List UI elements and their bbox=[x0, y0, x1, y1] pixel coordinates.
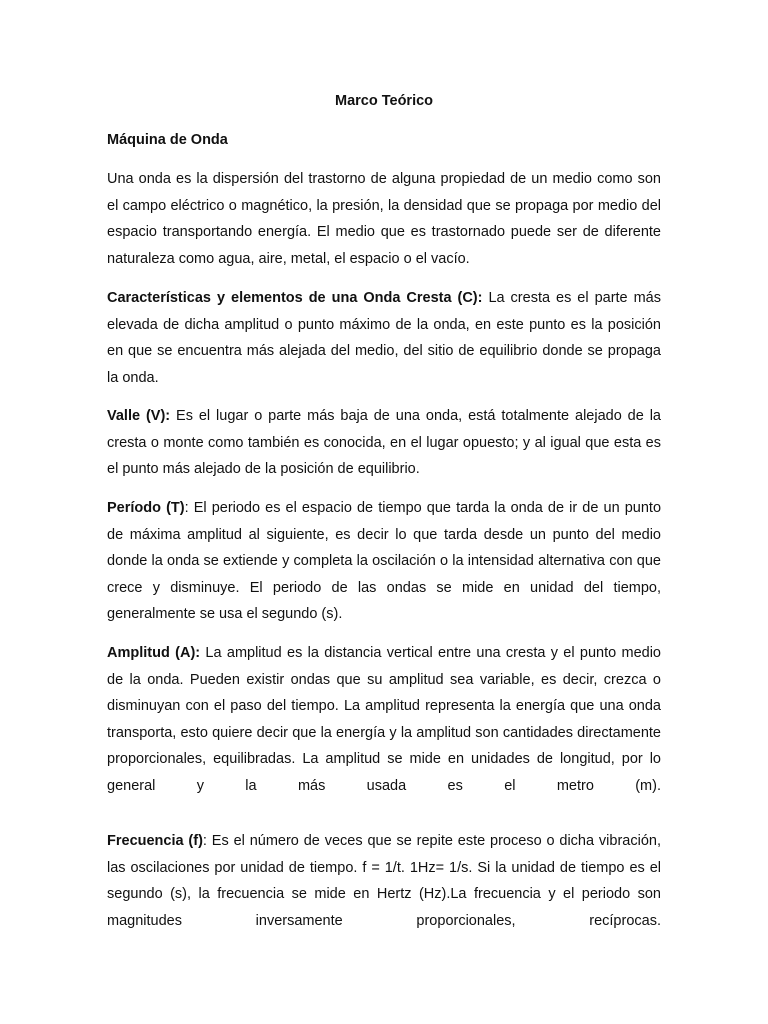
intro-paragraph: Una onda es la dispersión del trastorno de alguna propiedad de un medio como son el campo eléctrico o magnético, la presión, la densidad que se propaga por medio del espacio transportando energía. El medio que es trastornado puede ser de diferente naturaleza como agua, aire, metal, el espacio o el vacío. bbox=[107, 171, 661, 267]
section-heading: Máquina de Onda bbox=[107, 132, 228, 148]
page-title: Marco Teórico bbox=[334, 93, 434, 109]
amplitud-paragraph bbox=[107, 640, 661, 800]
amplitud-term: Amplitud (A): bbox=[107, 645, 201, 661]
cresta-text: La cresta es el parte más elevada de dicha amplitud o punto máximo de la onda, en este punto es la posición en que se encuentra más alejada del medio, del sitio de equilibrio donde se propaga la onda. bbox=[107, 290, 661, 386]
frecuencia-term: Frecuencia (f) bbox=[107, 833, 203, 849]
valle-term: Valle (V): bbox=[107, 408, 171, 424]
periodo-paragraph bbox=[107, 495, 661, 628]
frecuencia-paragraph bbox=[107, 828, 661, 934]
frecuencia-text: : Es el número de veces que se repite este proceso o dicha vibración, las oscilaciones por unidad de tiempo. f = 1/t. 1Hz= 1/s. Si la unidad de tiempo es el segundo (s), la frecuencia se mide en Hertz (Hz).La frecuencia y el periodo son magnitudes inversamente proporcionales, recíprocas. bbox=[107, 833, 661, 929]
valle-paragraph bbox=[107, 403, 661, 483]
periodo-text: : El periodo es el espacio de tiempo que tarda la onda de ir de un punto de máxima amplitud al siguiente, es decir lo que tarda desde un punto del medio donde la onda se extiende y completa la oscilación o la intensidad alternativa con que crece y disminuye. El periodo de las ondas se mide en unidad del tiempo, generalmente se usa el segundo (s). bbox=[107, 500, 662, 623]
cresta-paragraph bbox=[107, 285, 661, 391]
periodo-term: Período (T) bbox=[107, 500, 185, 516]
valle-text: Es el lugar o parte más baja de una onda, está totalmente alejado de la cresta o monte como también es conocida, en el lugar opuesto; y al igual que esta es el punto más alejado de la posición de equilibrio. bbox=[107, 408, 661, 478]
amplitud-text: La amplitud es la distancia vertical entre una cresta y el punto medio de la onda. Pueden existir ondas que su amplitud sea variable, es decir, crezca o disminuyan con el paso del tiempo. La amplitud representa la energía que una onda transporta, esto quiere decir que la energía y la amplitud son cantidades directamente proporcionales, equilibradas. La amplitud se mide en unidades de longitud, por lo general y la más usada es el metro (m). bbox=[107, 645, 662, 794]
cresta-term: Características y elementos de una Onda Cresta (C): bbox=[107, 290, 483, 306]
